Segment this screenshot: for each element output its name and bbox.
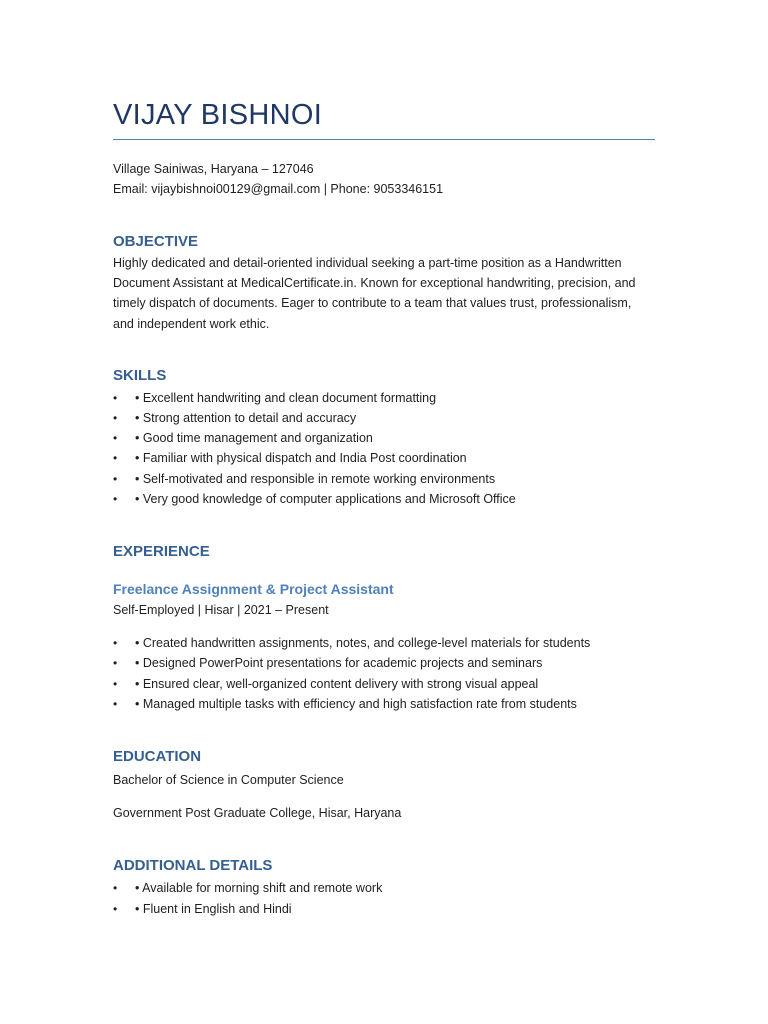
skill-text: • Self-motivated and responsible in remote working environments [135,471,496,486]
bullet-icon: • [113,491,118,506]
bullet-icon: • [113,656,118,671]
education-degree: Bachelor of Science in Computer Science [113,773,344,788]
additional-text: • Available for morning shift and remote work [135,881,383,896]
additional-text: • Fluent in English and Hindi [135,901,292,916]
list-item [113,899,655,919]
list-item [113,448,655,468]
email-phone-line: Email: vijaybishnoi00129@gmail.com | Phone: 9053346151 [113,182,444,196]
skill-text: • Excellent handwriting and clean document formatting [135,390,437,405]
experience-text: • Managed multiple tasks with efficiency and high satisfaction rate from students [135,696,577,711]
experience-section [113,542,655,714]
bullet-icon: • [113,676,118,691]
experience-text: • Ensured clear, well-organized content delivery with strong visual appeal [135,676,539,691]
experience-list [113,633,655,714]
bullet-icon: • [113,411,118,426]
list-item [113,653,655,673]
bullet-icon: • [113,881,118,896]
bullet-icon: • [113,451,118,466]
skill-text: • Familiar with physical dispatch and India Post coordination [135,451,467,466]
header-divider [113,139,655,140]
contact-block [113,159,655,199]
list-item [113,428,655,448]
job-meta: Self-Employed | Hisar | 2021 – Present [113,603,329,618]
education-heading: EDUCATION [113,748,202,766]
bullet-icon: • [113,696,118,711]
list-item [113,469,655,489]
skill-text: • Good time management and organization [135,431,373,446]
list-item [113,489,655,509]
bullet-icon: • [113,901,118,916]
bullet-icon: • [113,636,118,651]
bullet-icon: • [113,471,118,486]
bullet-icon: • [113,390,118,405]
education-college: Government Post Graduate College, Hisar, Haryana [113,806,402,821]
skill-text: • Very good knowledge of computer applications and Microsoft Office [135,491,516,506]
experience-heading: EXPERIENCE [113,543,210,561]
list-item [113,633,655,653]
list-item [113,694,655,714]
additional-section [113,856,655,918]
skill-text: • Strong attention to detail and accuracy [135,411,357,426]
skills-heading: SKILLS [113,366,167,384]
skills-section [113,366,655,509]
skills-list [113,388,655,509]
additional-heading: ADDITIONAL DETAILS [113,857,273,875]
resume-page [113,96,655,919]
candidate-name: VIJAY BISHNOI [113,99,323,131]
experience-text: • Created handwritten assignments, notes, and college-level materials for students [135,636,591,651]
list-item [113,388,655,408]
list-item [113,878,655,898]
additional-list [113,878,655,918]
experience-text: • Designed PowerPoint presentations for academic projects and seminars [135,656,543,671]
job-title: Freelance Assignment & Project Assistant [113,581,394,598]
objective-heading: OBJECTIVE [113,233,199,250]
address-line: Village Sainiwas, Haryana – 127046 [113,162,314,176]
education-section [113,747,655,823]
objective-section [113,232,655,334]
bullet-icon: • [113,431,118,446]
objective-text: Highly dedicated and detail-oriented individual seeking a part-time position as a Handwritten Document Assistant at MedicalCertificate.in. Known for exceptional handwriting, precision, and timely dispatch of documents. Eager to contribute to a team that values trust, professionalism, and independent work ethic. [113,256,636,331]
list-item [113,408,655,428]
list-item [113,674,655,694]
